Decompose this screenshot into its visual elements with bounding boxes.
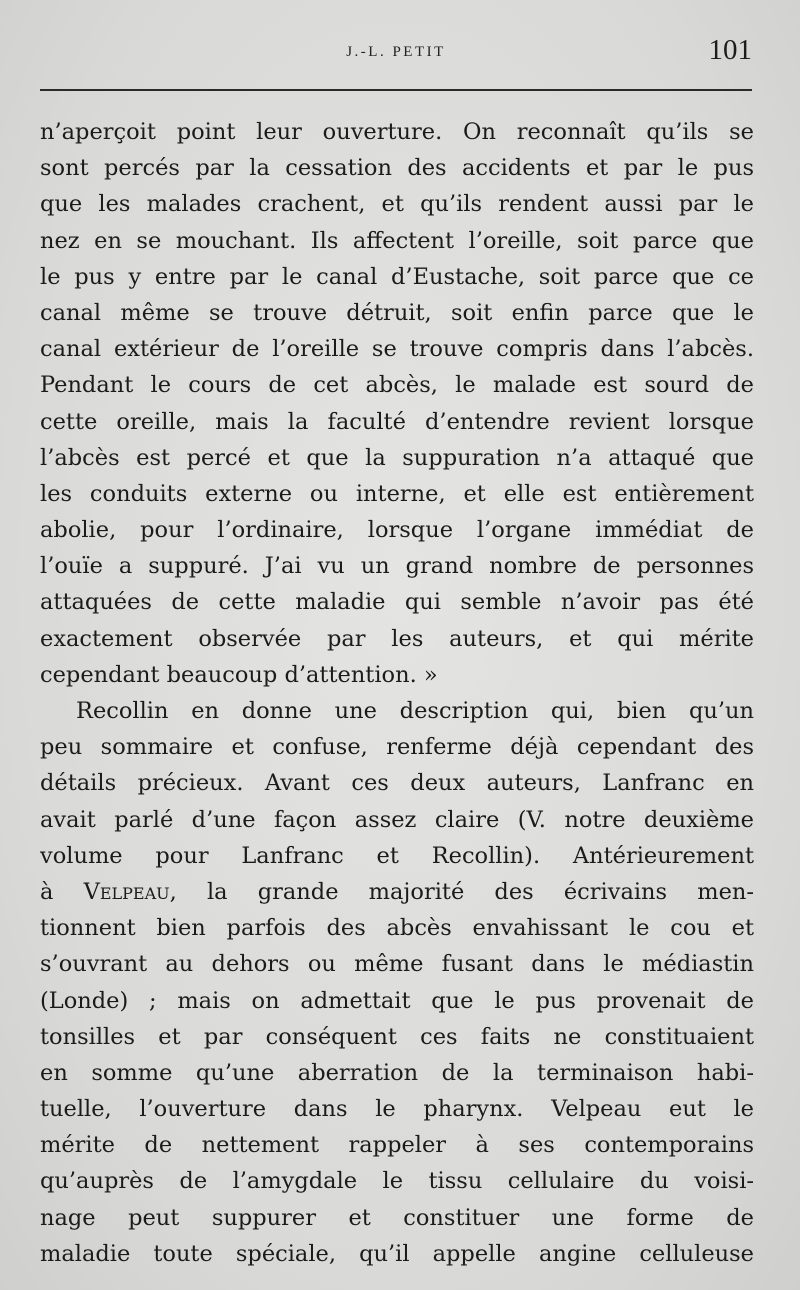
text-line: nez en se mouchant. Ils affectent l’oreille, soit parce que bbox=[40, 227, 754, 254]
text-line: mérite de nettement rappeler à ses contemporains bbox=[40, 1132, 754, 1159]
text-line: en somme qu’une aberration de la terminaison habi- bbox=[40, 1059, 754, 1086]
text-line: les conduits externe ou interne, et elle est entièrement bbox=[40, 480, 754, 507]
body-text bbox=[40, 114, 754, 1272]
running-head: J.-L. PETIT bbox=[346, 44, 446, 60]
text-line-velpeau bbox=[40, 874, 754, 910]
text-line: (Londe) ; mais on admettait que le pus provenait de bbox=[40, 987, 754, 1014]
velpeau-small-caps: à Velpeau, la grande majorité des écrivains men- bbox=[40, 878, 754, 905]
text-line: détails précieux. Avant ces deux auteurs, Lanfranc en bbox=[40, 770, 754, 797]
page-header bbox=[40, 30, 752, 74]
text-line: le pus y entre par le canal d’Eustache, soit parce que ce bbox=[40, 263, 754, 290]
text-line: sont percés par la cessation des accidents et par le pus bbox=[40, 155, 754, 182]
text-line: qu’auprès de l’amygdale le tissu cellulaire du voisi- bbox=[40, 1168, 754, 1195]
text-line: abolie, pour l’ordinaire, lorsque l’organe immédiat de bbox=[40, 517, 754, 544]
text-line: avait parlé d’une façon assez claire (V. notre deuxième bbox=[40, 806, 754, 833]
text-line: exactement observée par les auteurs, et qui mérite bbox=[40, 625, 754, 652]
paragraph-start-line: Recollin en donne une description qui, bien qu’un bbox=[76, 698, 754, 724]
text-line: volume pour Lanfranc et Recollin). Antérieurement bbox=[40, 842, 754, 869]
text-line: cette oreille, mais la faculté d’entendre revient lorsque bbox=[40, 408, 754, 435]
page-number: 101 bbox=[708, 34, 752, 66]
text-line: Pendant le cours de cet abcès, le malade est sourd de bbox=[40, 372, 754, 399]
text-line: tuelle, l’ouverture dans le pharynx. Velpeau eut le bbox=[40, 1096, 754, 1123]
text-line: l’abcès est percé et que la suppuration n’a attaqué que bbox=[40, 444, 754, 471]
text-line: nage peut suppurer et constituer une forme de bbox=[40, 1204, 754, 1231]
text-line: canal extérieur de l’oreille se trouve compris dans l’abcès. bbox=[40, 336, 754, 363]
text-line: s’ouvrant au dehors ou même fusant dans le médiastin bbox=[40, 951, 754, 978]
paragraph-end-line: cependant beaucoup d’attention. » bbox=[40, 661, 438, 688]
header-rule bbox=[40, 89, 752, 91]
text-line: peu sommaire et confuse, renferme déjà cependant des bbox=[40, 734, 754, 761]
text-line: attaquées de cette maladie qui semble n’avoir pas été bbox=[40, 589, 754, 616]
text-line: que les malades crachent, et qu’ils rendent aussi par le bbox=[40, 191, 754, 218]
text-line: n’aperçoit point leur ouverture. On reconnaît qu’ils se bbox=[40, 119, 754, 145]
text-line: tionnent bien parfois des abcès envahissant le cou et bbox=[40, 915, 754, 942]
text-line: tonsilles et par conséquent ces faits ne constituaient bbox=[40, 1023, 754, 1050]
text-line: maladie toute spéciale, qu’il appelle angine celluleuse bbox=[40, 1240, 754, 1267]
text-line: canal même se trouve détruit, soit enfin parce que le bbox=[40, 299, 754, 326]
text-line: l’ouïe a suppuré. J’ai vu un grand nombre de personnes bbox=[40, 553, 754, 580]
